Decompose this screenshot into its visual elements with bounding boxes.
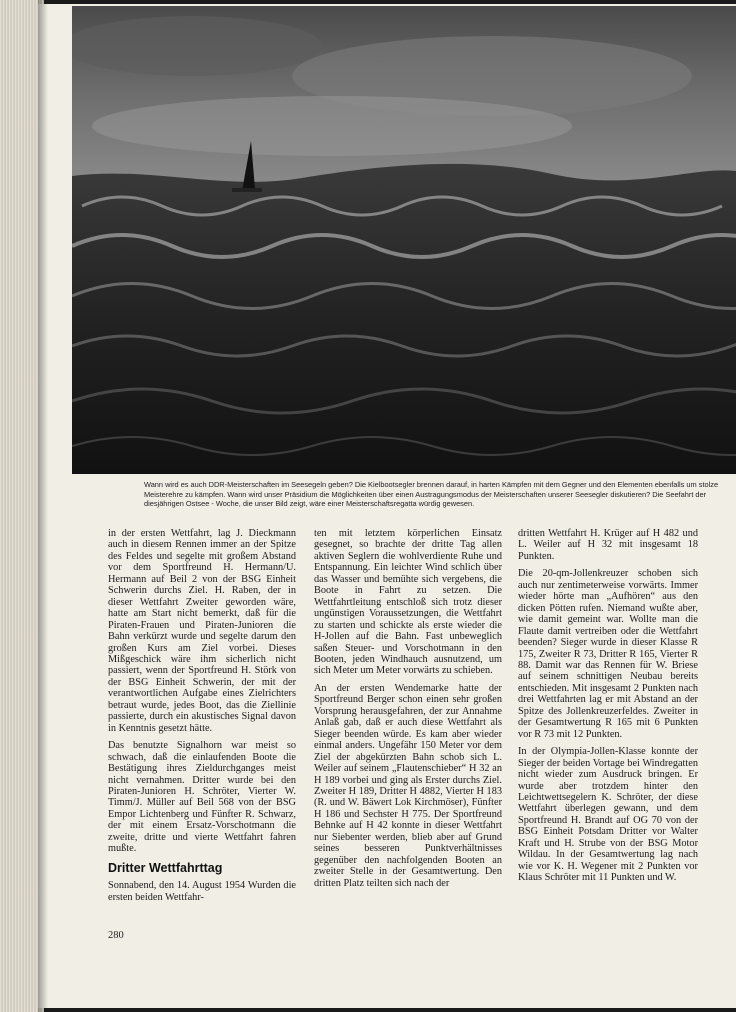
paragraph: Sonnabend, den 14. August 1954 Wurden die ersten beiden Wettfahr-	[108, 880, 296, 903]
section-heading: Dritter Wettfahrttag	[108, 860, 223, 875]
paragraph: Das benutzte Signalhorn war meist so schwach, daß die einlaufenden Boote die Bestätigung ihres Zieldurchganges meist nicht vernahmen. Dritter wurde bei den Piraten-Junioren H. Schröter, Vierter W. Timm/J. Müller auf Beil 568 von der BSG Empor Lichtenberg und Fünfter R. Schwarz, der mit einem Ersatz-Vorschotmann die zweite, dritte und vierte Wettfahrt fahren mußte.	[108, 740, 296, 855]
text-column-3	[518, 528, 698, 890]
page-number: 280	[108, 930, 124, 941]
text-column-2	[314, 528, 502, 895]
gutter-shadow	[38, 0, 48, 1012]
photo-caption: Wann wird es auch DDR-Meisterschaften im Seesegeln geben? Die Kielbootsegler brennen darauf, in harten Kämpfen mit dem Gegner und den Elementen ebenfalls um stolze Meisterehre zu kämpfen. Wann wird unser Präsidium die Möglichkeiten über einen Austragungsmodus der Meisterschaften unserer Seesegler diskutieren? Die Seefahrt der diesjährigen Ostsee - Woche, die unser Bild zeigt, wäre einer Meisterschaftsregatta würdig gewesen.	[144, 480, 719, 509]
paragraph: An der ersten Wendemarke hatte der Sportfreund Berger schon einen sehr großen Vorsprung herausgefahren, der zur Annahme Anlaß gab, daß er auch diese Wettfahrt als Sieger beenden würde. Es kam aber wieder einmal anders. Ungefähr 150 Meter vor dem Ziel der abgekürzten Bahn schob sich L. Weiler auf seinem „Flautenschieber“ H 32 an H 189 vorbei und ging als Erster durchs Ziel. Zweiter H 189, Dritter H 4882, Vierter H 183 (R. und W. Bäwert Lok Kirchmöser), Fünfter H 186 und Sechster H 775. Der Sportfreund Behnke auf H 42 konnte in dieser Wettfahrt nur Siebenter werden, blieb aber auf Grund seines besseren Punktverhältnisses gegenüber den nachfolgenden Booten an zweiter Stelle in der Gesamtwertung. Den dritten Platz teilten sich nach der	[314, 682, 502, 889]
sea-photo	[72, 6, 736, 474]
sea-photo-image	[72, 6, 736, 474]
paragraph: ten mit letztem körperlichen Einsatz gesegnet, so brachte der dritte Tag allen aktiven Seglern die wohlverdiente Ruhe und Entspannung. Ein leichter Wind schlich über das Wasser und bemühte sich vergebens, die Boote in Fahrt zu setzen. Die Wettfahrtleitung entschloß sich trotz dieser ungünstigen Voraussetzungen, die Wettfahrt zu starten und schickte als erste wieder die H-Jollen auf die Bahn. Fast unbeweglich saßen Steuer- und Vorschotmann in den Booten, jeden Windhauch ausnutzend, um sich Meter um Meter vorwärts zu schieben.	[314, 528, 502, 677]
text-column-1	[108, 528, 296, 909]
paragraph: in der ersten Wettfahrt, lag J. Dieckmann auch in diesem Rennen immer an der Spitze des Feldes und segelte mit großem Abstand vor dem Sportfreund H. Hermann/U. Hermann auf Beil 2 von der BSG Einheit Schwerin durchs Ziel. H. Raben, der in dieser Wettfahrt Zweiter geworden wäre, hatte am Start nicht bemerkt, daß für die Piraten-Frauen und Piraten-Junioren die Bahn verkürzt wurde und segelte darum den großen Kurs am Ziel vorbei. Dieses Mißgeschick wäre ihm sicherlich nicht passiert, wenn der Sportfreund H. Störk von der BSG Einheit Schwerin, der mit der verantwortlichen Aufgabe eines Zielrichters betraut wurde, jedes Boot, das die Ziellinie passierte, durch ein akustisches Signal davon in Kenntnis gesetzt hätte.	[108, 528, 296, 734]
paragraph: Die 20-qm-Jollenkreuzer schoben sich auch nur zentimeterweise vorwärts. Immer wieder hörte man „Aufhören“ aus den dicken Pötten rufen. Niemand wußte aber, wie damit gemeint war. Wollte man die Flaute damit vertreiben oder die Wettfahrt beenden? Sieger wurde in dieser Klasse R 175, Zweiter R 73, Dritter R 165, Vierter R 88. Damit war das Rennen für W. Briese auf seinem schnittigen Neubau bereits entschieden. Mit insgesamt 2 Punkten nach drei Wettfahrten lag er mit Abstand an der Spitze des Jollenkreuzerfeldes. Zweiter in der Gesamtwertung R 165 mit 6 Punkten vor R 73 mit 12 Punkten.	[518, 568, 698, 740]
paragraph: dritten Wettfahrt H. Krüger auf H 482 und L. Weiler auf H 32 mit insgesamt 18 Punkten.	[518, 528, 698, 562]
paragraph: In der Olympia-Jollen-Klasse konnte der Sieger der beiden Vortage bei Windregatten nicht wieder zum Ausdruck bringen. Er wurde aber trotzdem hinter den Leichtwettsegelern K. Schröter, der diese Wettfahrt überlegen gewann, und dem Sportfreund H. Brandt auf OG 70 von der BSG Einheit Potsdam Dritter vor Walter Kraft und H. Strube von der BSG Motor Wildau. In der Gesamtwertung lag nach wie vor K. H. Wegener mit 2 Punkten vor Klaus Schröter mit 11 Punkten und W.	[518, 746, 698, 884]
